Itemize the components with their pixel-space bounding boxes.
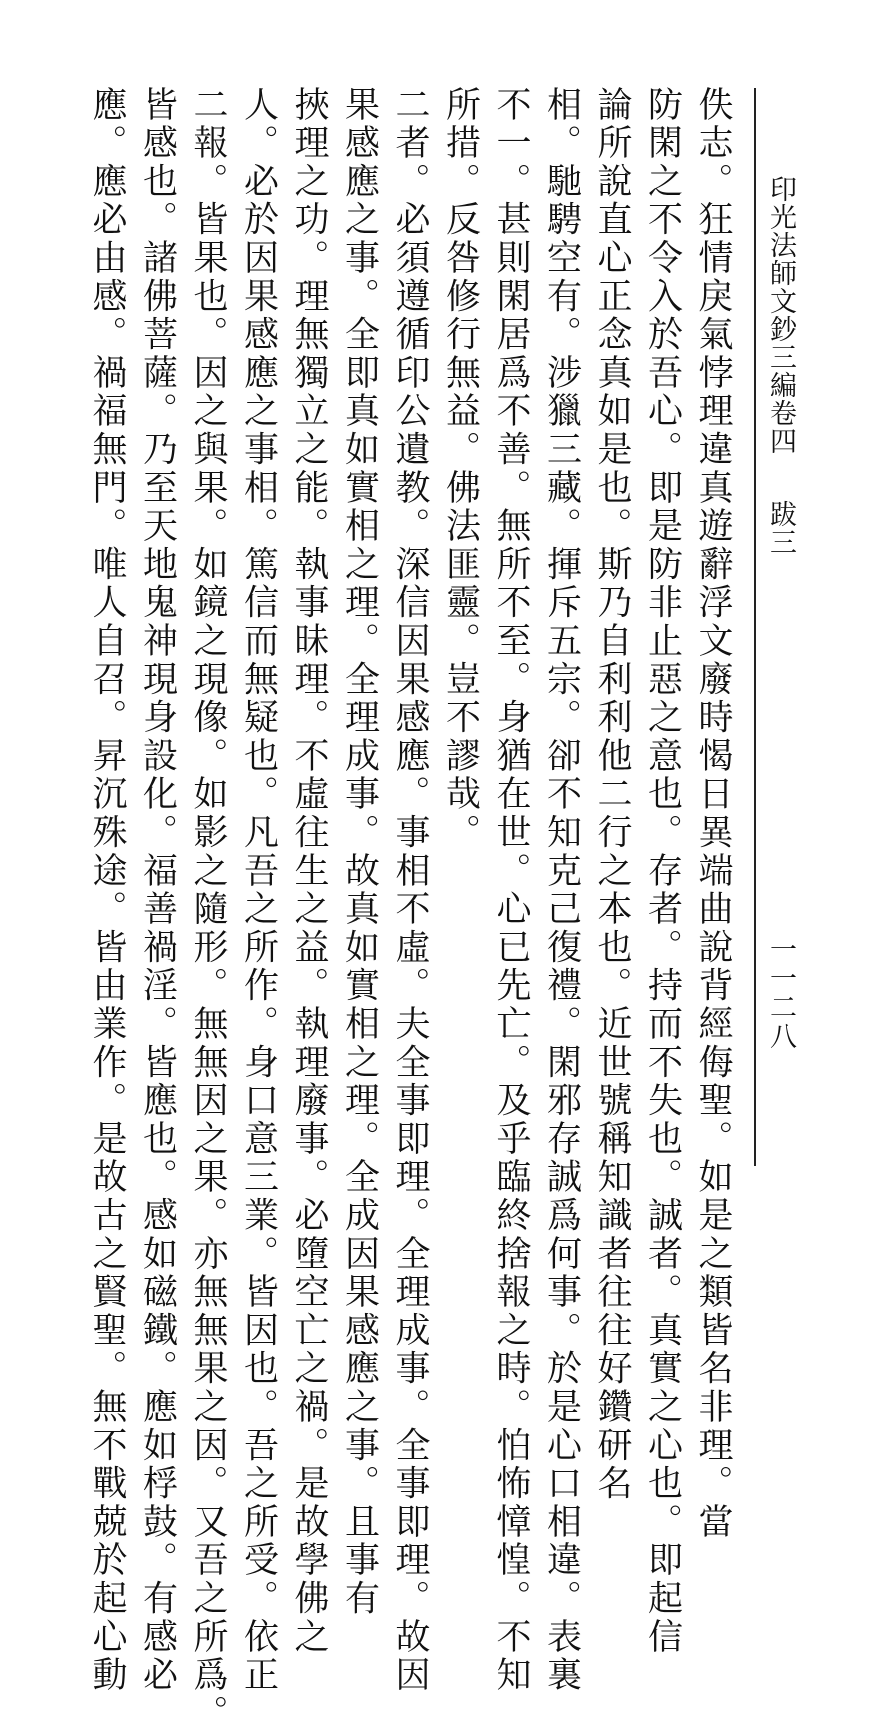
running-head-title: 印光法師文鈔三編卷四 <box>765 175 796 455</box>
running-head-section: 跋三 <box>765 500 796 556</box>
page-number: 一一二八 <box>765 935 796 1051</box>
margin-rule <box>754 88 756 1166</box>
body-text: 佚志。狂情戾氣悖理違真遊辭浮文廢時愒日異端曲說背經侮聖。如是之類皆名非理。當 防閑之不令入於吾心。即是防非止惡之意也。存者。持而不失也。誠者。真實之心也。即起信 論所說直心正念真如是也。斯乃自利利他二行之本也。近世號稱知識者往往好鑽研名 相。馳騁空有。涉獵三藏。揮斥五宗。卻不知克己復禮。閑邪存誠爲何事。於是心口相違。表裏 不一。甚則閑居爲不善。無所不至。身猶在世。心已先亡。及乎臨終捨報之時。怕怖慞惶。不知 所措。反咎修行無益。佛法匪靈。豈不謬哉。 二者。必須遵循印公遺教。深信因果感應。事相不虛。夫全事即理。全理成事。全事即理。故因 果感應之事。全即真如實相之理。全理成事。故真如實相之理。全成因果感應之事。且事有 挾理之功。理無獨立之能。執事昧理。不虛往生之益。執理廢事。必墮空亡之禍。是故學佛之 人。必於因果感應之事相。篤信而無疑也。凡吾之所作。身口意三業。皆因也。吾之所受。依正 二報。皆果也。因之與果。如鏡之現像。如影之隨形。無無因之果。亦無無果之因。又吾之所爲。 皆感也。諸佛菩薩。乃至天地鬼神現身設化。福善禍淫。皆應也。感如磁鐵。應如桴鼓。有感必 應。應必由感。禍福無門。唯人自召。昇沉殊途。皆由業作。是故古之賢聖。無不戰兢於起心動 <box>87 86 733 1733</box>
